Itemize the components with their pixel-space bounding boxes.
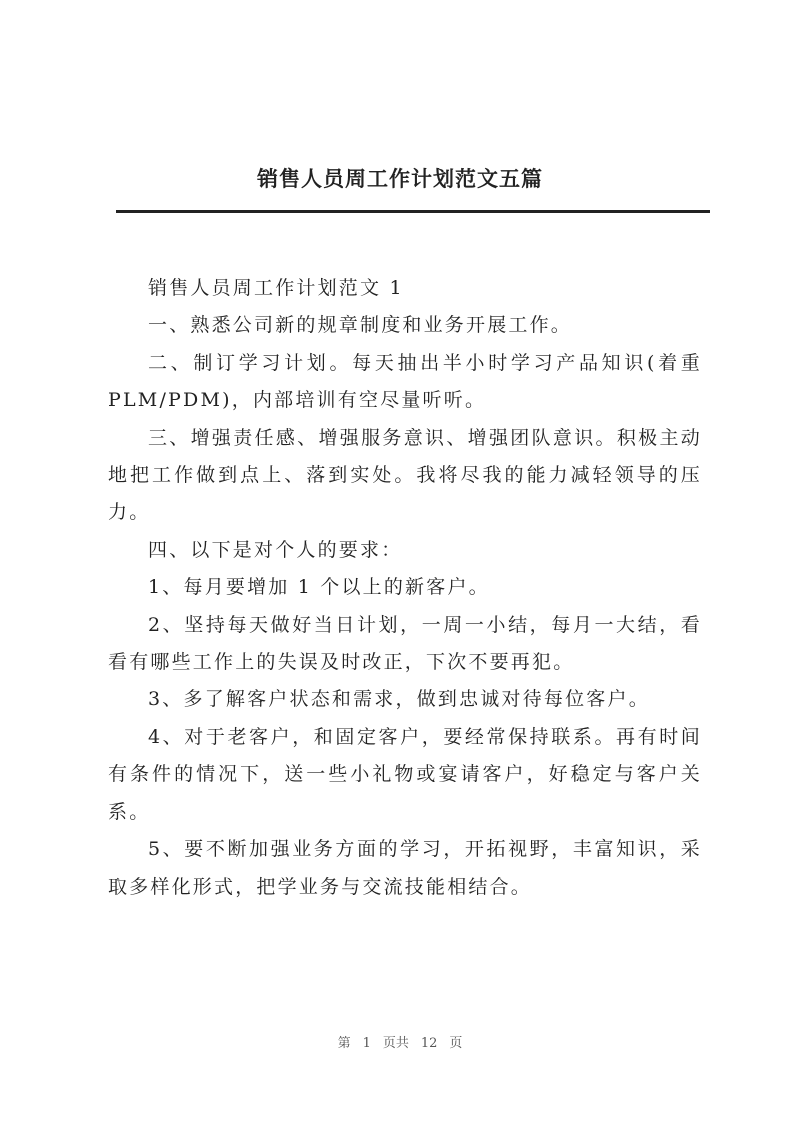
document-body [108, 270, 702, 906]
total-pages-number: 12 [420, 1036, 438, 1051]
document-title: 销售人员周工作计划范文五篇 [257, 167, 543, 191]
section-heading: 销售人员周工作计划范文 1 [148, 277, 404, 299]
page-label-middle: 页共 [382, 1036, 409, 1051]
paragraph: 1、每月要增加 1 个以上的新客户。 [148, 576, 490, 599]
paragraph: 5、要不断加强业务方面的学习，开拓视野，丰富知识，采取多样化形式，把学业务与交流技能相结合。 [108, 838, 702, 898]
paragraph: 4、对于老客户，和固定客户，要经常保持联系。再有时间有条件的情况下，送一些小礼物或宴请客户，好稳定与客户关系。 [108, 725, 702, 823]
paragraph: 2、坚持每天做好当日计划，一周一小结，每月一大结，看看有哪些工作上的失误及时改正，下次不要再犯。 [108, 613, 702, 674]
paragraph: 3、多了解客户状态和需求，做到忠诚对待每位客户。 [148, 688, 650, 711]
page-label-prefix: 第 [337, 1036, 351, 1051]
paragraph: 四、以下是对个人的要求： [148, 538, 403, 561]
paragraph: 一、熟悉公司新的规章制度和业务开展工作。 [148, 314, 573, 337]
paragraph: 三、增强责任感、增强服务意识、增强团队意识。积极主动地把工作做到点上、落到实处。我将尽我的能力减轻领导的压力。 [108, 426, 702, 524]
page-footer [0, 1032, 800, 1051]
current-page-number: 1 [362, 1036, 371, 1051]
page-label-suffix: 页 [449, 1036, 463, 1051]
paragraph: 二、制订学习计划。每天抽出半小时学习产品知识(着重PLM/PDM)，内部培训有空尽量听听。 [108, 351, 702, 412]
title-divider [116, 210, 710, 213]
